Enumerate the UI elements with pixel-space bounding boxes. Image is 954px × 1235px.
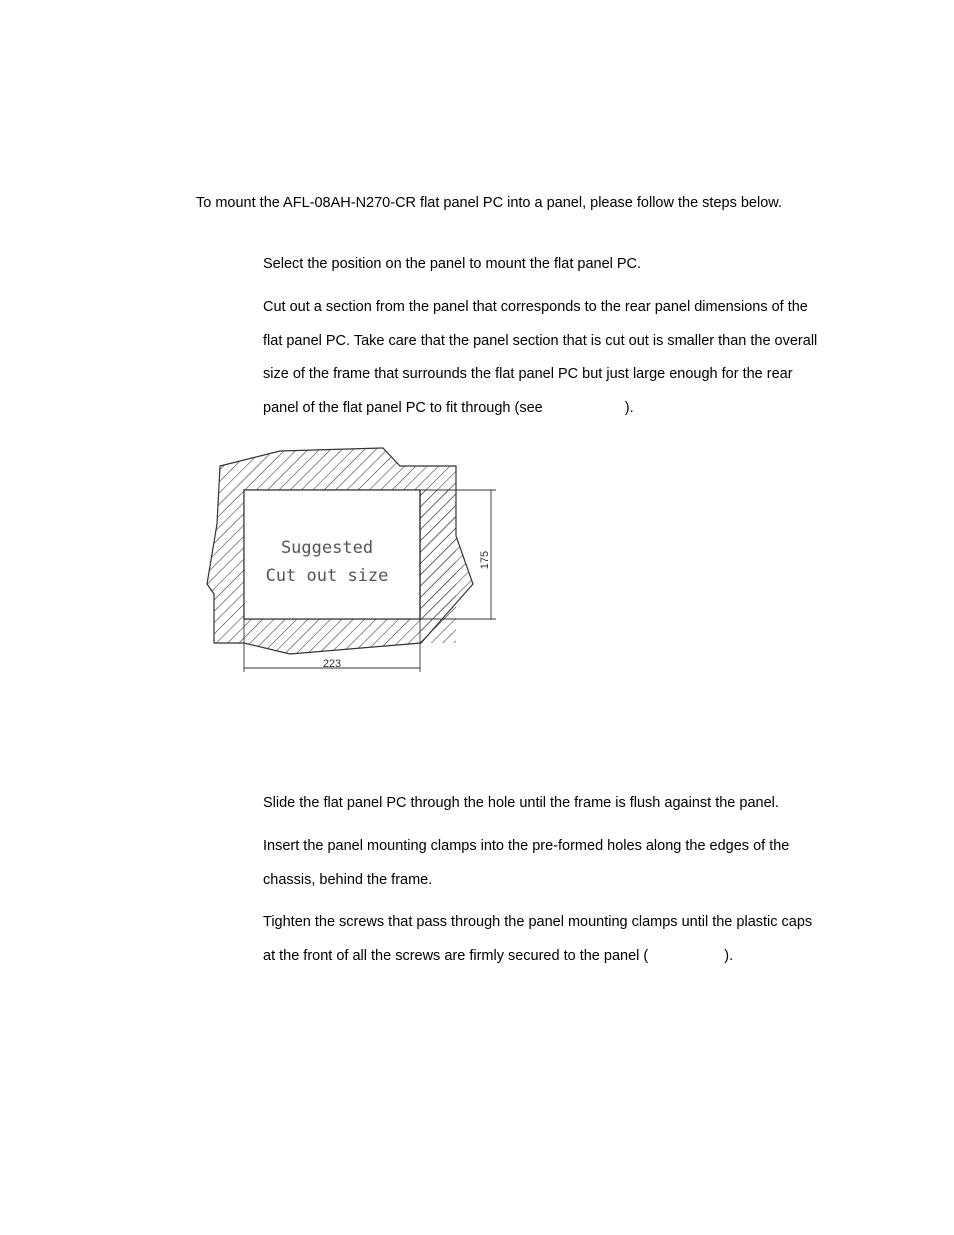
intro-paragraph: To mount the AFL-08AH-N270-CR flat panel PC into a panel, please follow the steps below. bbox=[196, 194, 782, 211]
frame-right-band bbox=[420, 490, 456, 643]
cutout-diagram bbox=[200, 444, 510, 680]
step-tighten-screws-text-end: ). bbox=[724, 947, 734, 964]
height-dimension-label: 175 bbox=[479, 550, 491, 570]
step-select-position-text: Select the position on the panel to mount the flat panel PC. bbox=[263, 256, 642, 272]
step-cut-out-text: Cut out a section from the panel that corresponds to the rear panel dimensions of the flat panel PC. Take care that the panel section that is cut out is smaller than the overall size of the frame that surrounds the flat panel PC but just large enough for the rear panel of the flat panel PC to fit through (see bbox=[263, 299, 818, 416]
cutout-label-line2: Cut out size bbox=[265, 566, 389, 586]
cutout-label-line1: Suggested bbox=[280, 538, 374, 558]
step-insert-clamps bbox=[263, 830, 819, 897]
width-dimension-label: 223 bbox=[322, 658, 342, 670]
step-tighten-screws bbox=[263, 906, 819, 973]
step-slide-through bbox=[263, 787, 819, 821]
cutout-diagram-svg bbox=[200, 444, 510, 680]
step-slide-through-text: Slide the flat panel PC through the hole until the frame is flush against the panel. bbox=[263, 795, 779, 811]
step-tighten-screws-text: Tighten the screws that pass through the panel mounting clamps until the plastic caps at the front of all the screws are firmly secured to the panel ( bbox=[263, 914, 813, 964]
step-select-position bbox=[263, 248, 819, 282]
step-cut-out-text-end: ). bbox=[624, 399, 634, 416]
step-cut-out-section bbox=[263, 291, 819, 425]
step-insert-clamps-text: Insert the panel mounting clamps into the pre-formed holes along the edges of the chassis, behind the frame. bbox=[263, 838, 790, 888]
